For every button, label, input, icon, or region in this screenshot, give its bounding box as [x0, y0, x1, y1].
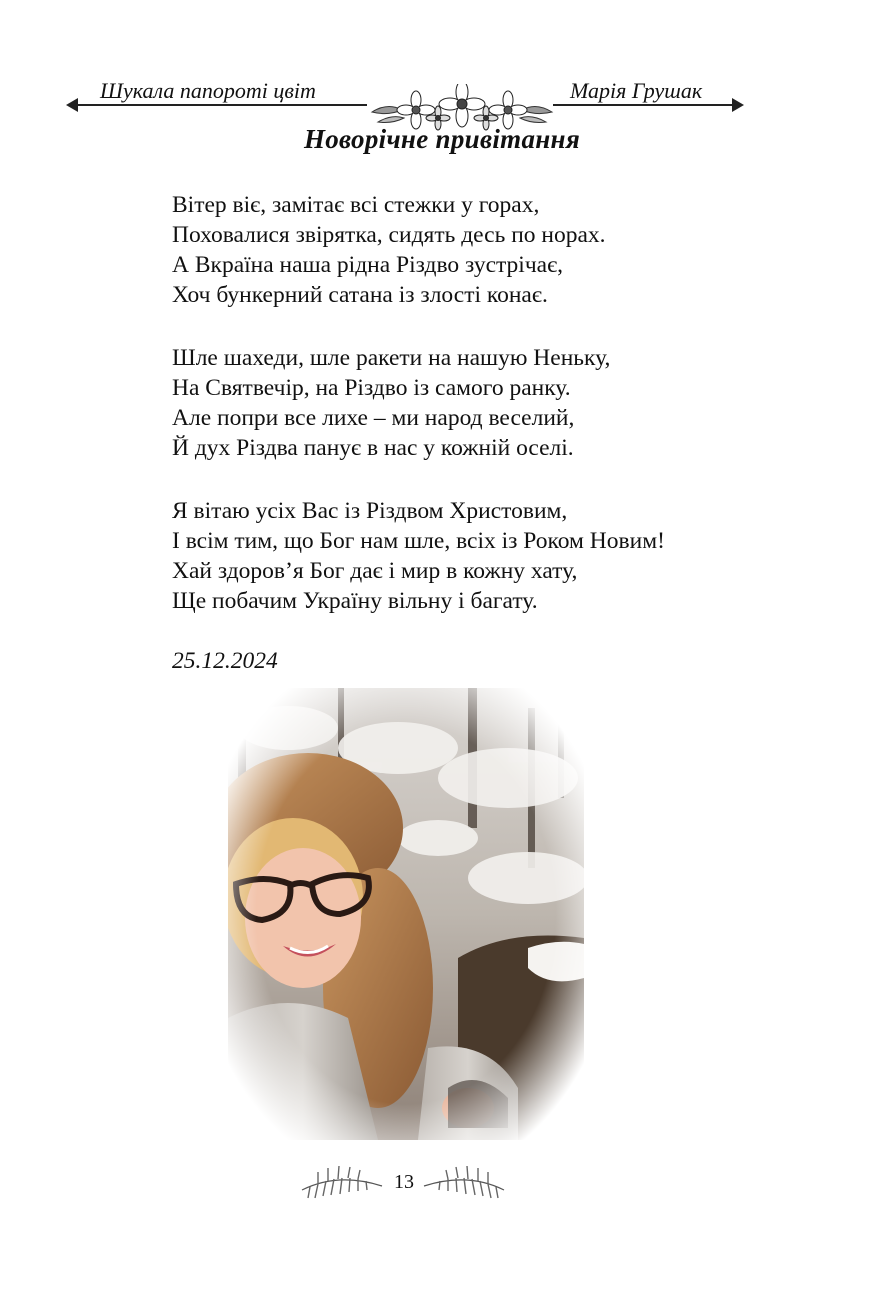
header-rule-left [72, 104, 367, 106]
poem-line: Поховалися звірятка, сидять десь по норах. [172, 222, 606, 248]
page-number: 13 [394, 1171, 414, 1193]
header-book-title: Шукала папороті цвіт [100, 78, 316, 103]
poem-line: На Святвечір, на Різдво із самого ранку. [172, 375, 571, 401]
poem-date: 25.12.2024 [172, 648, 278, 674]
stanza [172, 190, 665, 310]
poem-line: І всім тим, що Бог нам шле, всіх із Роком Новим! [172, 528, 665, 554]
stanza [172, 496, 665, 616]
poem-line: Вітер віє, замітає всі стежки у горах, [172, 192, 540, 218]
poem-body [172, 190, 665, 649]
author-photo [228, 688, 584, 1140]
header-rule-right [553, 104, 738, 106]
poem-line: А Вкраїна наша рідна Різдво зустрічає, [172, 252, 564, 278]
poem-line: Але попри все лихе – ми народ веселий, [172, 405, 575, 431]
header-arrow-right-icon [732, 98, 744, 112]
poem-line: Я вітаю усіх Вас із Різдвом Христовим, [172, 498, 568, 524]
stanza [172, 343, 665, 463]
poem-line: Ще побачим Україну вільну і багату. [172, 588, 538, 614]
poem-line: Хоч бункерний сатана із злості конає. [172, 282, 548, 308]
header-author: Марія Грушак [570, 78, 703, 103]
poem-title: Новорічне привітання [303, 124, 581, 154]
poem-line: Шле шахеди, шле ракети на нашую Неньку, [172, 345, 611, 371]
poem-line: Й дух Різдва панує в нас у кожній оселі. [172, 435, 574, 461]
poem-line: Хай здоров’я Бог дає і мир в кожну хату, [172, 558, 578, 584]
